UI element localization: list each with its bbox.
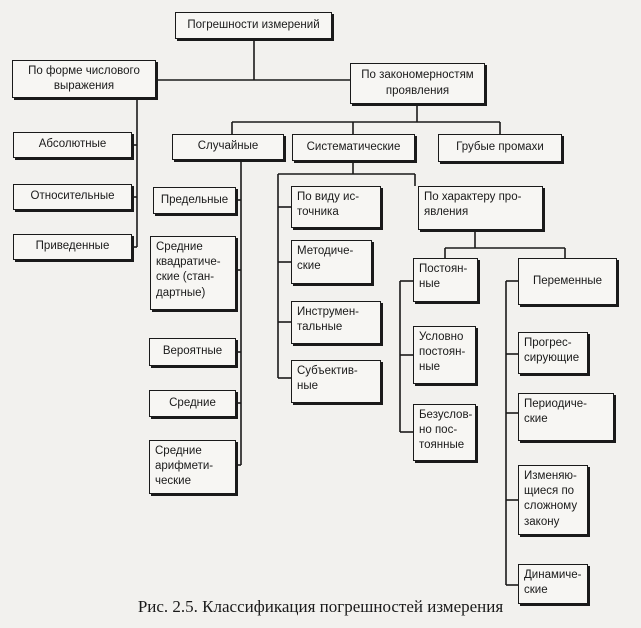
node-complex-law: Изменяю- щиеся по сложному закону [518,465,588,535]
node-subjective: Субъектив- ные [291,360,381,403]
node-methodical: Методиче- ские [291,240,372,284]
node-by-source: По виду ис- точника [291,186,381,228]
node-relative: Относительные [13,184,132,210]
node-by-form: По форме числового выражения [12,60,156,98]
node-gross: Грубые промахи [438,134,562,162]
figure-caption: Рис. 2.5. Классификация погрешностей измерения [137,597,504,616]
node-by-pattern: По закономерностям проявления [350,63,485,104]
node-instrumental: Инструмен- тальные [291,301,381,344]
node-reduced: Приведенные [13,234,132,260]
node-random: Случайные [172,134,284,160]
node-dynamic: Динамиче- ские [518,564,588,604]
node-root: Погрешности измерений [175,12,332,39]
node-constant: Постоян- ные [413,258,478,302]
node-periodic: Периодиче- ские [518,393,614,441]
node-probable: Вероятные [149,338,236,366]
node-progressive: Прогрес- сирующие [518,332,588,374]
node-uncond-constant: Безуслов- но пос- тоянные [413,404,476,461]
node-absolute: Абсолютные [13,132,132,158]
node-variable: Переменные [518,258,617,305]
node-mean: Средние [149,390,236,417]
node-systematic: Систематические [292,134,415,161]
node-limit: Предельные [153,187,236,214]
node-cond-constant: Условно постоян- ные [413,326,476,384]
node-by-character: По характеру про- явления [418,186,543,230]
node-arith-mean: Средние арифмети- ческие [149,440,236,494]
node-rms: Средние квадратиче- ские (стан- дартные) [150,236,236,310]
